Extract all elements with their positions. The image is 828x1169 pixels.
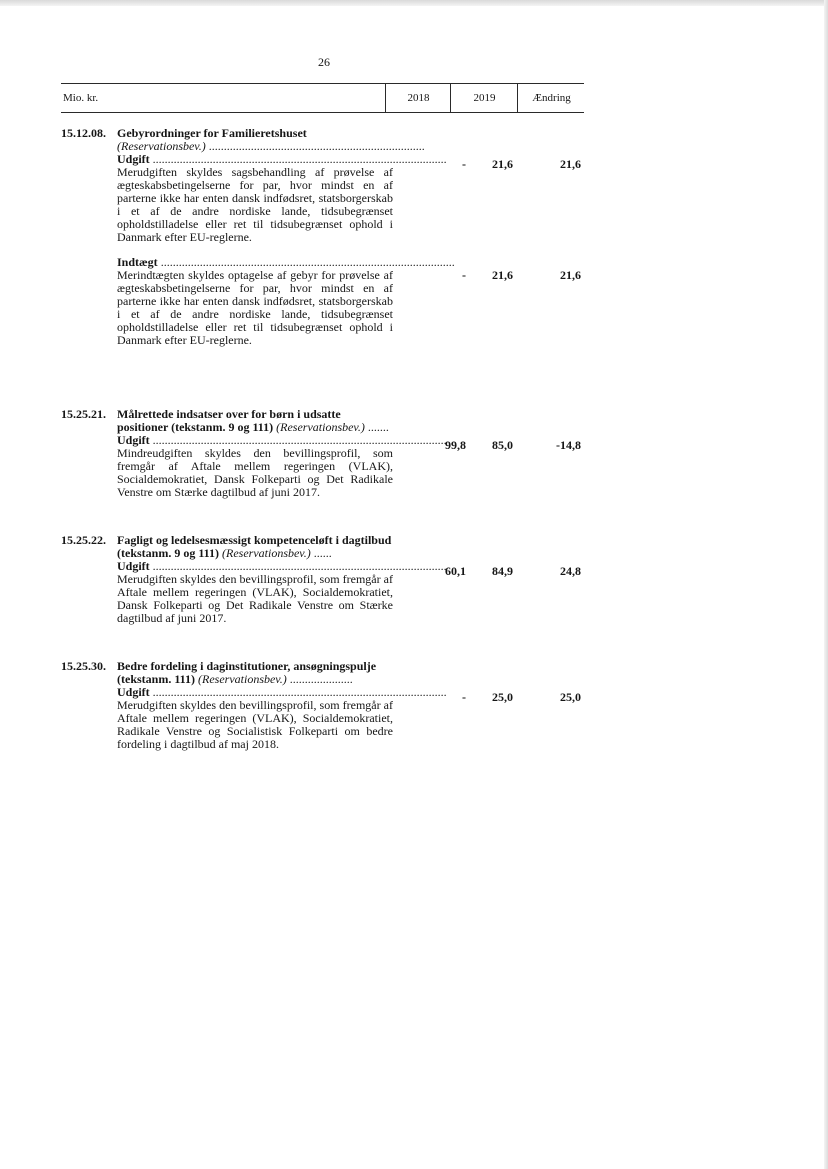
- dot-leader: .....................: [286, 672, 353, 686]
- entry-description: Merudgiften skyldes den bevillingsprofil, som fremgår af Aftale mellem regeringen (VLAK), Socialdemokratiet, Dansk Folkeparti og Det Radikale Venstre om Stærke dagtilbud af juni 2017.: [117, 572, 393, 625]
- item-title: Bedre fordeling i daginstitutioner, ansøgningspulje (tekstanm. 111): [117, 659, 377, 686]
- entry-description: Merindtægten skyldes optagelse af gebyr for prøvelse af ægteskabsbetingelserne for par, hvor mindst en af parterne ikke har enten dansk indfødsret, statsborgerskab i et af de andre nordiske lande, tidsubegrænset opholdstilladelse eller ret til tidsubegrænset ophold i Danmark efter EU-reglerne.: [117, 268, 393, 347]
- item-title-line: [117, 660, 393, 686]
- scan-edge-top: [0, 0, 828, 6]
- value-2019: 25,0: [492, 690, 513, 704]
- dot-leader: ..................................................................................................: [149, 559, 447, 573]
- column-header-change: Ændring: [517, 84, 585, 112]
- value-change: 24,8: [560, 564, 581, 578]
- entry-label: Udgift: [117, 685, 150, 699]
- dot-leader: ......: [310, 546, 332, 560]
- entry-description: Merudgiften skyldes den bevillingsprofil, som fremgår af Aftale mellem regeringen (VLAK), Socialdemokratiet, Radikale Venstre og Socialistisk Folkeparti om bedre fordeling i dagtilbud af maj 2018.: [117, 698, 393, 751]
- column-header-2019: 2019: [450, 84, 518, 112]
- unit-label: Mio. kr.: [63, 92, 99, 104]
- item-body: [117, 533, 447, 625]
- item-code: 15.25.21.: [61, 407, 106, 421]
- column-header-2018: 2018: [385, 84, 451, 112]
- item-body: [117, 407, 447, 499]
- value-2019: 21,6: [492, 157, 513, 171]
- value-change: 21,6: [560, 157, 581, 171]
- dot-leader: ........................................................................: [205, 139, 425, 153]
- table-header: [61, 83, 584, 113]
- value-2018: -: [462, 268, 466, 282]
- scan-edge-right: [824, 0, 828, 1169]
- value-2018: -: [462, 157, 466, 171]
- entry-description: Mindreudgiften skyldes den bevillingsprofil, som fremgår af Aftale mellem regeringen (VLAK), Socialdemokratiet, Dansk Folkeparti og Det Radikale Venstre om Stærke dagtilbud af juni 2017.: [117, 446, 393, 499]
- value-change: 21,6: [560, 268, 581, 282]
- value-2018: -: [462, 690, 466, 704]
- dot-leader: ..................................................................................................: [149, 152, 447, 166]
- item-title-note: (Reservationsbev.): [117, 139, 206, 153]
- item-code: 15.25.30.: [61, 659, 106, 673]
- dot-leader: ..................................................................................................: [149, 433, 447, 447]
- item-title: Målrettede indsatser over for børn i udsatte positioner (tekstanm. 9 og 111): [117, 407, 341, 434]
- entry-description: Merudgiften skyldes sagsbehandling af prøvelse af ægteskabsbetingelserne for par, hvor mindst en af parterne ikke har enten dansk indfødsret, statsborgerskab i et af de andre nordiske lande, tidsubegrænset opholdstilladelse eller ret til tidsubegrænset ophold i Danmark efter EU-reglerne.: [117, 165, 393, 244]
- item-title-note: (Reservationsbev.): [198, 672, 287, 686]
- value-change: -14,8: [556, 438, 581, 452]
- page-number: 26: [318, 55, 330, 69]
- item-body: [117, 659, 447, 751]
- dot-leader: .......: [364, 420, 389, 434]
- item-title-line: [117, 408, 393, 434]
- entry-label: Indtægt: [117, 255, 158, 269]
- value-change: 25,0: [560, 690, 581, 704]
- item-code: 15.25.22.: [61, 533, 106, 547]
- dot-leader: ..................................................................................................: [157, 255, 455, 269]
- value-2019: 85,0: [492, 438, 513, 452]
- entry-label: Udgift: [117, 152, 150, 166]
- value-2019: 84,9: [492, 564, 513, 578]
- item-title-note: (Reservationsbev.): [222, 546, 311, 560]
- value-2018: 99,8: [445, 438, 466, 452]
- item-body: [117, 126, 455, 347]
- item-title: Gebyrordninger for Familieretshuset: [117, 126, 307, 140]
- item-title-note: (Reservationsbev.): [276, 420, 365, 434]
- item-title-line: [117, 534, 393, 560]
- entry-label: Udgift: [117, 433, 150, 447]
- item-code: 15.12.08.: [61, 126, 106, 140]
- item-title: Fagligt og ledelsesmæssigt kompetenceløft i dagtilbud (tekstanm. 9 og 111): [117, 533, 392, 560]
- dot-leader: ..................................................................................................: [149, 685, 447, 699]
- value-2019: 21,6: [492, 268, 513, 282]
- entry-label: Udgift: [117, 559, 150, 573]
- value-2018: 60,1: [445, 564, 466, 578]
